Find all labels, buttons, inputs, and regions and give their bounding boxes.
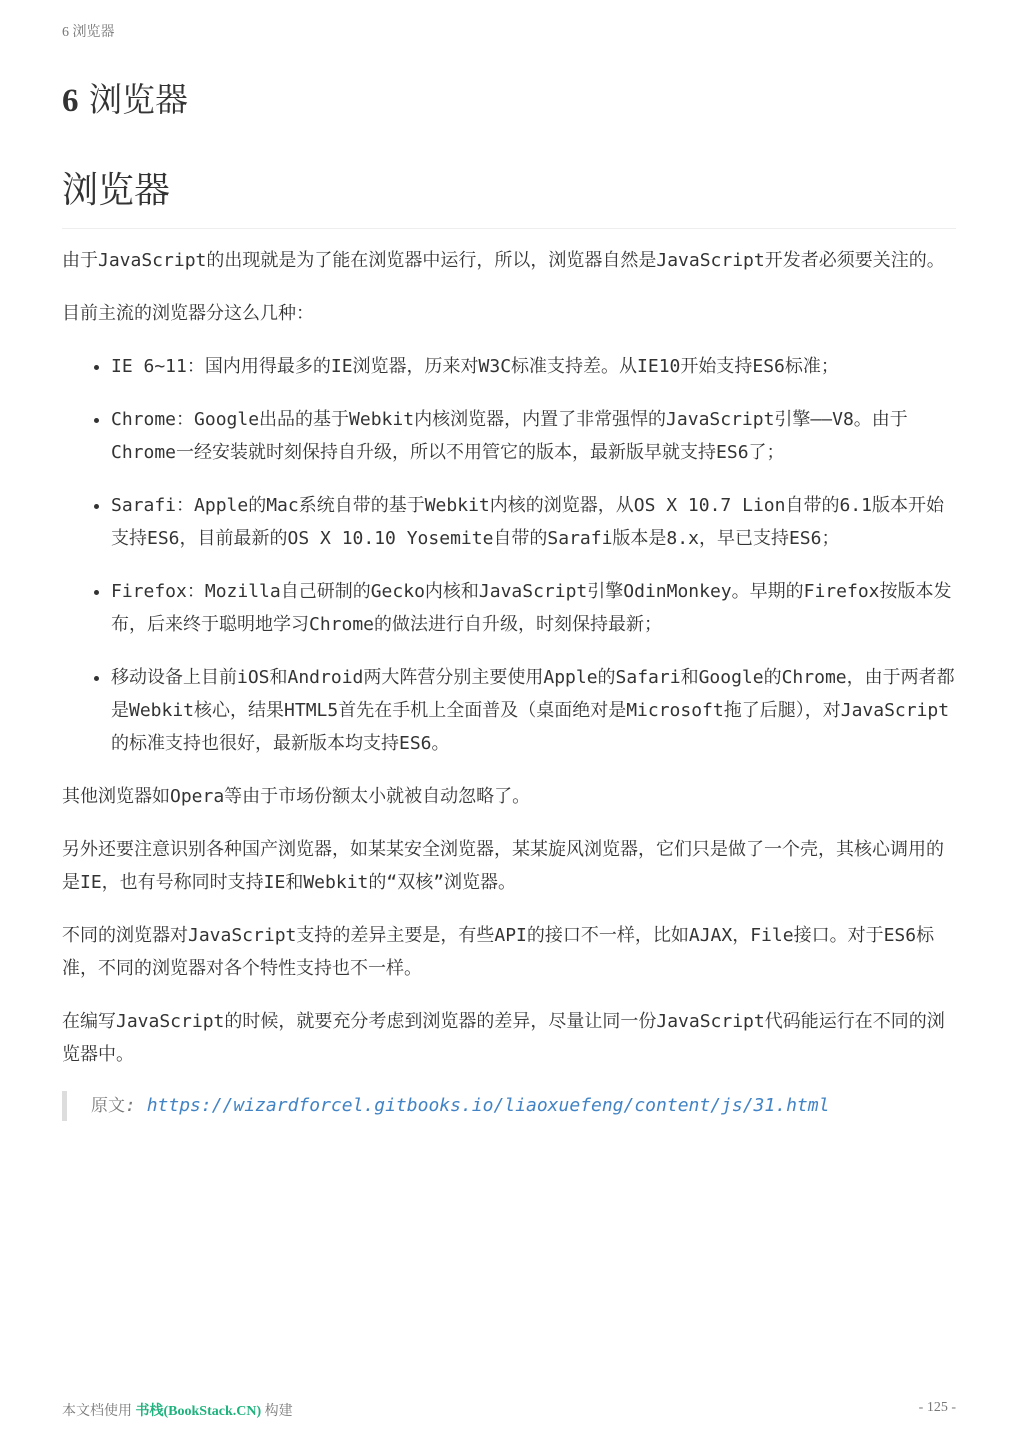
source-label: 原文	[91, 1096, 125, 1116]
article-body	[62, 244, 956, 1121]
footer-prefix: 本文档使用	[62, 1404, 132, 1419]
domestic-paragraph: 另外还要注意识别各种国产浏览器，如某某安全浏览器，某某旋风浏览器，它们只是做了一个壳，其核心调用的是IE，也有号称同时支持IE和Webkit的“双核”浏览器。	[62, 839, 944, 893]
others-paragraph: 其他浏览器如Opera等由于市场份额太小就被自动忽略了。	[62, 786, 531, 807]
list-item-safari: • Sarafi：Apple的Mac系统自带的基于Webkit内核的浏览器，从OS X 10.7 Lion自带的6.1版本开始支持ES6，目前最新的OS X 10.10 Yosemite自带的Sarafi版本是8.x，早已支持ES6；	[111, 489, 956, 555]
list-item-mobile: • 移动设备上目前iOS和Android两大阵营分别主要使用Apple的Safari和Google的Chrome，由于两者都是Webkit核心，结果HTML5首先在手机上全面普及（桌面绝对是Microsoft拖了后腿），对JavaScript的标准支持也很好，最新版本均支持ES6。	[111, 661, 956, 760]
page-footer	[62, 1400, 956, 1420]
source-separator: :	[125, 1095, 136, 1116]
list-item-ie: • IE 6~11：国内用得最多的IE浏览器，历来对W3C标准支持差。从IE10开始支持ES6标准；	[111, 350, 956, 383]
list-item-chrome: • Chrome：Google出品的基于Webkit内核浏览器，内置了非常强悍的JavaScript引擎——V8。由于Chrome一经安装就时刻保持自升级，所以不用管它的版本，最新版早就支持ES6了；	[111, 403, 956, 469]
source-quote	[62, 1091, 956, 1121]
footer-brand-link[interactable]: 书栈(BookStack.CN)	[135, 1404, 262, 1419]
list-intro-paragraph: 目前主流的浏览器分这么几种：	[62, 303, 314, 324]
running-header: 6 浏览器	[62, 25, 115, 40]
chapter-number: 6	[62, 83, 79, 119]
list-item-firefox: • Firefox：Mozilla自己研制的Gecko内核和JavaScript引擎OdinMonkey。早期的Firefox按版本发布，后来终于聪明地学习Chrome的做法进行自升级，时刻保持最新；	[111, 575, 956, 641]
chapter-title-text: 浏览器	[89, 80, 188, 119]
page-number: - 125 -	[918, 1400, 956, 1415]
footer-suffix: 构建	[264, 1404, 293, 1419]
intro-paragraph: 由于JavaScript的出现就是为了能在浏览器中运行，所以，浏览器自然是JavaScript开发者必须要关注的。	[62, 250, 945, 271]
differences-paragraph: 不同的浏览器对JavaScript支持的差异主要是，有些API的接口不一样，比如AJAX，File接口。对于ES6标准，不同的浏览器对各个特性支持也不一样。	[62, 925, 935, 979]
advice-paragraph: 在编写JavaScript的时候，就要充分考虑到浏览器的差异，尽量让同一份JavaScript代码能运行在不同的浏览器中。	[62, 1011, 945, 1065]
source-link[interactable]: https://wizardforcel.gitbooks.io/liaoxuefeng/content/js/31.html	[146, 1095, 830, 1116]
section-title: 浏览器	[62, 168, 956, 229]
browser-list	[62, 350, 956, 760]
chapter-title	[62, 78, 188, 123]
